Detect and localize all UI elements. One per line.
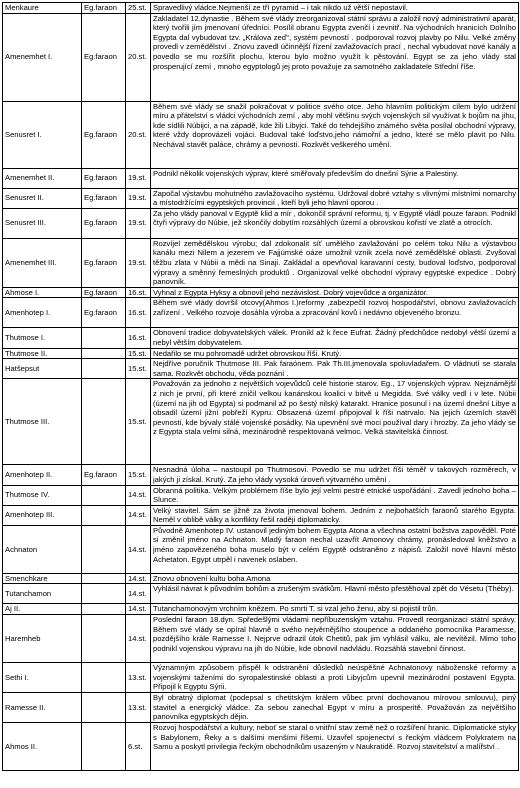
cell-position — [82, 505, 126, 525]
cell-name: Sethi I. — [3, 663, 82, 693]
cell-name: Amenhotep II. — [3, 465, 82, 485]
cell-position: Eg.faraon — [82, 465, 126, 485]
table-row — [3, 485, 519, 505]
cell-century: 15.st. — [126, 379, 151, 465]
cell-century: 15.st. — [126, 359, 151, 379]
table-row — [3, 188, 519, 208]
cell-name: Smenchkare — [3, 573, 82, 584]
cell-description: Nedařilo se mu pohromadě udržet obrovskou říši. Krutý. — [151, 348, 519, 359]
cell-century: 25.st. — [126, 3, 151, 14]
table-row — [3, 465, 519, 485]
cell-name: Amenhotep III. — [3, 505, 82, 525]
cell-description: Vyhlásil návrat k původním bohům a zrušeným svátkům. Hlavní město přestěhoval zpět do Vésetu (Théby). — [151, 584, 519, 604]
table-row — [3, 238, 519, 287]
cell-description: Nesnadná úloha – nastoupil po Thutmosovi. Povedlo se mu udržet říši téměř v takových rozměrech, v jakých ji získal. Krutý. Za jeho vlády vysoká úroveň výtvarného umění . — [151, 465, 519, 485]
cell-name: Ramesse II. — [3, 693, 82, 723]
cell-position — [82, 573, 126, 584]
cell-description: Významným způsobem přispěl k odstranění důsledků neúspěšné Achnatonovy náboženské reformy a vojenskými taženími do syropalestinské oblasti a proti Libyjcům upevnil mezinárodní postavení Egypta. Připojil k Egyptu Sýrii. — [151, 663, 519, 693]
cell-position — [82, 615, 126, 663]
cell-name: Amenemhet III. — [3, 238, 82, 287]
cell-position — [82, 525, 126, 573]
table-row — [3, 615, 519, 663]
table-row — [3, 328, 519, 348]
cell-description: Byl obratný diplomat (podepsal s chetitským králem vůbec první dochovanou mírovou smlouvu), piný stavitel a energický vládce. Za sebou zanechal Egypt v míru a prosperitě. Považován za největšího panovníka egyptských dějin. — [151, 693, 519, 723]
cell-name: Amenemhet II. — [3, 168, 82, 188]
cell-name: Senusret III. — [3, 208, 82, 238]
cell-description: Považován za jednoho z největších vojevůdců celé historie starov. Eg., 17 vojenských výprav. Nejznámější z nich je první, při které zničil velkou kanánskou koalici v bitvě u Megidda. Své války vedl i v lete. Núbii (území na jih od Egypta) si podmanil až po šestý nilský katarakt. Hranice posunul i na území dnešní Libye a obsadil území jižní pobřeží Kypru. Obsazená území připojoval k říši natrvalo. Na jejich územích stavěl pevnosti, kde bývaly stálé vojenské posádky. Na upevnění své moci používal dary i hrozby. Za jeho vlády se z Egypta stala velmi silná, mezinárodně respektovaná velmoc. Velká stavitelská činnost. — [151, 379, 519, 465]
cell-position: Eg.faraon — [82, 101, 126, 168]
cell-century: 19.st. — [126, 238, 151, 287]
cell-name: Amenhotep I. — [3, 298, 82, 328]
cell-century: 15.st. — [126, 348, 151, 359]
cell-description: Podnikl několik vojenských výprav, které směřovaly především do dnešní Sýrie a Palestiny. — [151, 168, 519, 188]
table-row — [3, 505, 519, 525]
cell-century: 19.st. — [126, 168, 151, 188]
cell-description: Započal výstavbu mohutného zavlažovacího systému. Udržoval dobré vztahy s vlivnými místními nomarchy a místodržícími egyptských provincií , kteří byli jeho hlavní oporou . — [151, 188, 519, 208]
cell-century: 14.st. — [126, 615, 151, 663]
cell-position: Eg.faraon — [82, 188, 126, 208]
cell-description: Rozvoj hospodářství a kultury, neboť se staral o vnitřní stav země než o rozšíření hranic. Diplomatické styky s Babylonem, Řeky a s dalšími menšími říšemi. Uzavřel spojenectví s řeckým vládcem Polykratem na Samu a poskytl privilegia řeckým obchodníkům usazeným v Naukratidě. Rozvoj stavitelství a malířství . — [151, 723, 519, 771]
cell-name: Thutmose III. — [3, 379, 82, 465]
cell-description: Tutanchamonovým vrchním knězem. Po smrti T. si vzal jeho ženu, aby si pojistil trůn. — [151, 604, 519, 615]
table-row — [3, 723, 519, 771]
cell-position — [82, 584, 126, 604]
cell-description: Zakladatel 12.dynastie . Během své vlády zreorganizoval státní správu a založil nový administrativní aparát, který tvořili jím jmenovaní úředníci. Posílil obranu Egypta zvenčí i zevnitř. Na východních hranicích Dolního Egypta dal vybudovat tzv. „Králova zeď“, systém pevností . podporoval rozvoj plavby po Nilu. Velké změny provedl v zemědělství . Znovu zavedl účinnější řízení zavlažovacích prací , nechal vybudovat nové kanály a povedlo se mu rozšířit plochu, kterou bylo možno využít k pěstování. Egypt se za jeho vlády stal prosperující zemí , mnoho egyptologů jej proto považuje za samotného zakladatele Střední říše. — [151, 13, 519, 101]
cell-description: Nejdříve poručník Thutmose III. Pak faraónem. Pak Th.III.jmenovala spoluvladařem. O vládnutí se starala sama. Rozkvět obchodu, věda poznání . — [151, 359, 519, 379]
cell-description: Vyhnal z Egypta Hyksy a obnovil jeho nezávislost. Dobrý vojevůdce a organizátor. — [151, 287, 519, 298]
cell-name: Amenemhet I. — [3, 13, 82, 101]
cell-position — [82, 723, 126, 771]
cell-century: 14.st. — [126, 604, 151, 615]
cell-position: Eg.faraon — [82, 238, 126, 287]
cell-description: Během své vlády dovršil otcovy(Ahmos I.)reformy ,zabezpečil rozvoj hospodářství, obnovu zavlažovacích zařízení . Velkého rozvoje dosáhla výroba a zpracování kovů i nedávno objeveného bronzu. — [151, 298, 519, 328]
cell-name: Achnaton — [3, 525, 82, 573]
cell-position — [82, 663, 126, 693]
cell-century: 14.st. — [126, 573, 151, 584]
cell-century: 14.st. — [126, 525, 151, 573]
cell-position: Eg.faraon — [82, 208, 126, 238]
cell-position — [82, 693, 126, 723]
cell-name: Thutmose I. — [3, 328, 82, 348]
cell-description: Znovu obnovení kultu boha Amona — [151, 573, 519, 584]
cell-description: Původně Amenhotep IV. ustanovil jediným bohem Egypta Atona a všechna ostatní božstva zapověděl. Poté si změnil jméno na Achnaton. Mladý faraon nechal uzavřít Amonovy chrámy, pronásledoval kněžstvo a jméno zapovězeného boha muselo být v celém Egyptě odstraněno z nápisů. Založil nové hlavní město Achetaton. Egypt utrpěl i navenek oslaben. — [151, 525, 519, 573]
table-row — [3, 359, 519, 379]
cell-position: Eg.faraon — [82, 13, 126, 101]
cell-century: 14.st. — [126, 584, 151, 604]
cell-century: 20.st. — [126, 101, 151, 168]
table-row — [3, 287, 519, 298]
cell-description: Velký stavitel. Sám se jižně za života jmenoval bohem. Jedním z nejbohatších faraonů starého Egypta. Neměl v oblibě války a konflikty řešil raději diplomaticky. — [151, 505, 519, 525]
cell-name: Ahmose I. — [3, 287, 82, 298]
table-row — [3, 573, 519, 584]
cell-description: Za jeho vlády panoval v Egyptě klid a mír , dokončil správní reformu, tj. v Egyptě vládl pouze faraon. Podnikl čtyři výpravy do Núbie, jež skončily dobytím rozsáhlých území a obrovskou kořistí ve zlatě a otrocích. — [151, 208, 519, 238]
pharaohs-table — [2, 2, 519, 771]
table-row — [3, 208, 519, 238]
cell-name: Tutanchamon — [3, 584, 82, 604]
table-row — [3, 348, 519, 359]
cell-position: Eg.faraon — [82, 168, 126, 188]
cell-name: Aj II. — [3, 604, 82, 615]
table-row — [3, 168, 519, 188]
table-row — [3, 604, 519, 615]
table-row — [3, 525, 519, 573]
cell-century: 6.st. — [126, 723, 151, 771]
table-row — [3, 379, 519, 465]
cell-description: Spravedlivý vládce.Nejmenší ze tří pyramid – i tak nikdo už větší nepostavil. — [151, 3, 519, 14]
table-row — [3, 3, 519, 14]
cell-century: 16.st. — [126, 298, 151, 328]
cell-position — [82, 604, 126, 615]
cell-description: Obnovení tradice dobyvatelských válek. Pronikl až k řece Eufrat. Žádný předchůdce nedobyl větší území a nebyl větším dobyvatelem. — [151, 328, 519, 348]
cell-name: Ahmos II. — [3, 723, 82, 771]
table-body — [3, 3, 519, 771]
cell-century: 16.st. — [126, 328, 151, 348]
cell-description: Během své vlády se snažil pokračovat v politice svého otce. Jeho hlavním politickým cílem bylo udržení míru a přátelství s vládci východních zemí , aby mohl většinu svých vojenských sil využívat k bojům na jihu, kde sídlili Núbijci, a na západě, kde žili Libyjci. Také do tehdejšího známého světa posílal obchodní výpravy, které vždy doprovázeli vojáci. Budoval také loďstvo,jeho námořní a jedno, které se mělo plavit po Nilu. Nechával stavět paláce, chrámy a pevnosti. Rozkvět veškerého umění. — [151, 101, 519, 168]
cell-position: Eg.faraon — [82, 298, 126, 328]
cell-position — [82, 348, 126, 359]
cell-description: Rozvíjel zemědělskou výrobu; dal zdokonalit síť umělého zavlažování po celém toku Nilu a výstavbou kanálu mezi Nilem a jezerem ve Fajjúmské oáze umožnil vznik zcela nové zemědělské oblasti. Zvyšoval těžbu zlata v Núbii a mědi na Sinaji. Zakládal a opevňoval karavanní cesty, budoval loďstvo, podporoval výpravy a směnný řemeslných produktů . Organizoval velké obchodní výpravy egyptské expedice . Dobrý panovník. — [151, 238, 519, 287]
cell-name: Senusret I. — [3, 101, 82, 168]
cell-description: Obranná politika. Velkým problémem říše bylo její velmi pestré etnické uspořádání . Zavedl jednoho boha – Slunce. — [151, 485, 519, 505]
table-row — [3, 584, 519, 604]
cell-position — [82, 359, 126, 379]
cell-century: 14.st. — [126, 505, 151, 525]
cell-position — [82, 485, 126, 505]
cell-century: 15.st. — [126, 465, 151, 485]
cell-name: Haremheb — [3, 615, 82, 663]
cell-position: Eg.faraon — [82, 3, 126, 14]
cell-name: Menkaure — [3, 3, 82, 14]
cell-century: 19.st. — [126, 188, 151, 208]
cell-name: Senusret II. — [3, 188, 82, 208]
table-row — [3, 693, 519, 723]
table-row — [3, 663, 519, 693]
cell-century: 20.st. — [126, 13, 151, 101]
cell-century: 13.st. — [126, 693, 151, 723]
table-row — [3, 13, 519, 101]
cell-century: 16.st. — [126, 287, 151, 298]
cell-position — [82, 328, 126, 348]
cell-name: Hatšepsut — [3, 359, 82, 379]
cell-century: 19.st. — [126, 208, 151, 238]
cell-position — [82, 379, 126, 465]
cell-description: Poslední faraon 18.dyn. Spředešlými vládami nepříbuzenským vztahu. Provedl reorganizaci státní správy. Během své vlády se opíral hlavně o svého nejvěrnějšího stoupence a oddaného pomocníka Paramesse, pozdějšího krále Ramesse I. Nejprve odrazil útok Chetitů, pak jim vyhlásil válku, ale nevítězil. Mimo toho podnikl vojenskou výpravu na jih do Núbie, kde obnovil nadvládu. Rozsáhlá stavební činnost. — [151, 615, 519, 663]
table-row — [3, 101, 519, 168]
cell-name: Thutmose IV. — [3, 485, 82, 505]
table-row — [3, 298, 519, 328]
cell-century: 14.st. — [126, 485, 151, 505]
cell-century: 13.st. — [126, 663, 151, 693]
cell-position: Eg.faraon — [82, 287, 126, 298]
cell-name: Thutmose II. — [3, 348, 82, 359]
